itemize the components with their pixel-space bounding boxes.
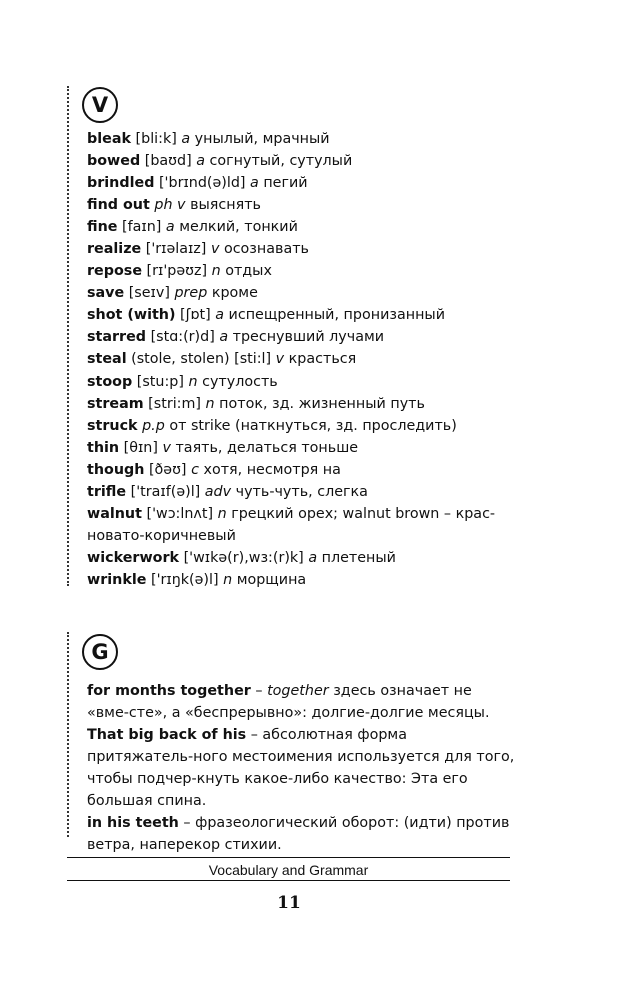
translation: отдых (220, 263, 272, 280)
translation: таять, делаться тоньше (170, 439, 359, 456)
transcription: [bli:k] (131, 131, 182, 147)
vocab-entry (87, 128, 517, 150)
headword: struck (87, 417, 138, 434)
headword: fine (87, 219, 118, 236)
part-of-speech: prep (174, 285, 208, 302)
note-phrase: in his teeth (87, 815, 179, 832)
transcription: [θɪn] (119, 439, 163, 456)
headword: trifle (87, 483, 127, 500)
headword: find out (87, 197, 150, 214)
translation: поток, зд. жизненный путь (214, 395, 425, 412)
part-of-speech: a (219, 329, 229, 346)
vocab-entry (87, 238, 517, 260)
note-text: – фразеологический оборот: (идти) против ветра, наперекор стихии. (87, 815, 510, 854)
headword: stoop (87, 373, 133, 390)
note-italic-word: together (267, 683, 329, 699)
part-of-speech: c (191, 461, 199, 478)
transcription: [stri:m] (143, 395, 206, 412)
part-of-speech: ph v (154, 197, 186, 214)
part-of-speech: a (196, 153, 205, 170)
part-of-speech: a (215, 307, 225, 324)
transcription: ['wɪkə(r),wɜ:(r)k] (179, 549, 309, 566)
part-of-speech: v (210, 241, 220, 258)
transcription: [rɪ'pəʊz] (142, 263, 212, 280)
translation: от strike (наткнуться, зд. проследить) (164, 417, 457, 434)
translation: морщина (232, 571, 307, 588)
headword: walnut (87, 505, 142, 522)
vocab-entry (87, 569, 517, 591)
headword: repose (87, 263, 143, 280)
translation: мелкий, тонкий (174, 219, 298, 236)
part-of-speech: v (162, 439, 171, 456)
section-letter-v: V (82, 87, 118, 123)
transcription: [ðəʊ] (144, 461, 192, 478)
vocab-entry (87, 326, 517, 348)
transcription: [ʃɒt] (175, 307, 216, 324)
vocab-entry (87, 282, 517, 304)
vocab-entry (87, 172, 517, 194)
note-text: – абсолютная форма притяжатель-ного местоимения используется для того, чтобы подчер-кнуть какое-либо качество: Эта его большая спина. (87, 727, 515, 810)
footer-rule-top (67, 857, 510, 858)
transcription: ['wɔ:lnʌt] (141, 505, 218, 522)
page-number: 11 (277, 893, 301, 913)
part-of-speech: adv (204, 483, 232, 500)
headword: save (87, 285, 125, 302)
translation: осознавать (219, 241, 309, 258)
translation: треснувший лучами (228, 329, 385, 346)
vocab-entry (87, 415, 517, 437)
part-of-speech: a (181, 131, 191, 147)
translation: выяснять (185, 197, 261, 214)
vocab-entry (87, 503, 517, 547)
headword: thin (87, 439, 120, 456)
grammar-notes (87, 680, 517, 856)
footer-rule-bottom (67, 880, 510, 881)
headword: realize (87, 241, 142, 258)
part-of-speech: a (308, 549, 318, 566)
vocab-entry (87, 547, 517, 569)
dotted-margin-line (67, 86, 69, 586)
translation: кроме (207, 285, 258, 302)
note-phrase: That big back of his (87, 727, 247, 744)
dotted-margin-line (67, 632, 69, 837)
part-of-speech: a (165, 219, 175, 236)
transcription: ['rɪŋk(ə)l] (146, 571, 224, 588)
transcription: [baʊd] (140, 153, 197, 170)
vocab-entry (87, 260, 517, 282)
translation: пегий (258, 175, 308, 192)
part-of-speech: n (217, 505, 227, 522)
part-of-speech: n (188, 373, 198, 390)
headword: wrinkle (87, 571, 147, 588)
transcription: [seɪv] (124, 285, 175, 302)
vocab-entry (87, 393, 517, 415)
headword: stream (87, 395, 144, 412)
headword: starred (87, 329, 147, 346)
note-phrase: for months together (87, 683, 251, 699)
grammar-note (87, 724, 517, 812)
translation: согнутый, сутулый (204, 153, 353, 170)
vocab-entry (87, 481, 517, 503)
vocab-entry (87, 437, 517, 459)
part-of-speech: v (275, 351, 285, 368)
transcription: [faɪn] (117, 219, 166, 236)
vocab-entry (87, 216, 517, 238)
translation: чуть-чуть, слегка (231, 483, 368, 500)
vocabulary-list (87, 128, 517, 591)
transcription: ['traɪf(ə)l] (126, 483, 205, 500)
part-of-speech: n (211, 263, 221, 280)
transcription: (stole, stolen) [sti:l] (126, 351, 276, 368)
part-of-speech: n (223, 571, 233, 588)
translation: хотя, несмотря на (198, 461, 341, 478)
translation: испещренный, пронизанный (224, 307, 446, 324)
translation: грецкий орех; walnut brown – крас-новато-коричневый (87, 505, 496, 544)
grammar-note (87, 680, 517, 724)
headword: shot (with) (87, 307, 176, 324)
translation: унылый, мрачный (190, 131, 330, 147)
translation: красться (284, 351, 357, 368)
transcription: [stu:p] (132, 373, 189, 390)
headword: brindled (87, 175, 155, 192)
part-of-speech: p.p (142, 417, 165, 434)
vocab-entry (87, 371, 517, 393)
part-of-speech: n (205, 395, 215, 412)
transcription: ['rɪəlaɪz] (141, 241, 211, 258)
running-footer: Vocabulary and Grammar (208, 862, 369, 878)
vocab-entry (87, 304, 517, 326)
transcription: [stɑ:(r)d] (146, 329, 220, 346)
vocab-entry (87, 150, 517, 172)
note-text: здесь означает не «вме-сте», а «беспрерывно»: долгие-долгие месяцы. (87, 683, 490, 722)
headword: wickerwork (87, 549, 180, 566)
vocab-entry (87, 348, 517, 370)
headword: though (87, 461, 145, 478)
vocab-entry (87, 459, 517, 481)
translation: сутулость (197, 373, 278, 390)
translation: плетеный (317, 549, 396, 566)
part-of-speech: a (250, 175, 259, 192)
headword: bowed (87, 153, 141, 170)
headword: steal (87, 351, 127, 368)
grammar-note (87, 812, 517, 856)
headword: bleak (87, 131, 131, 147)
note-dash: – (250, 683, 268, 699)
transcription: ['brɪnd(ə)ld] (154, 175, 251, 192)
vocab-entry (87, 194, 517, 216)
section-letter-g: G (82, 634, 118, 670)
